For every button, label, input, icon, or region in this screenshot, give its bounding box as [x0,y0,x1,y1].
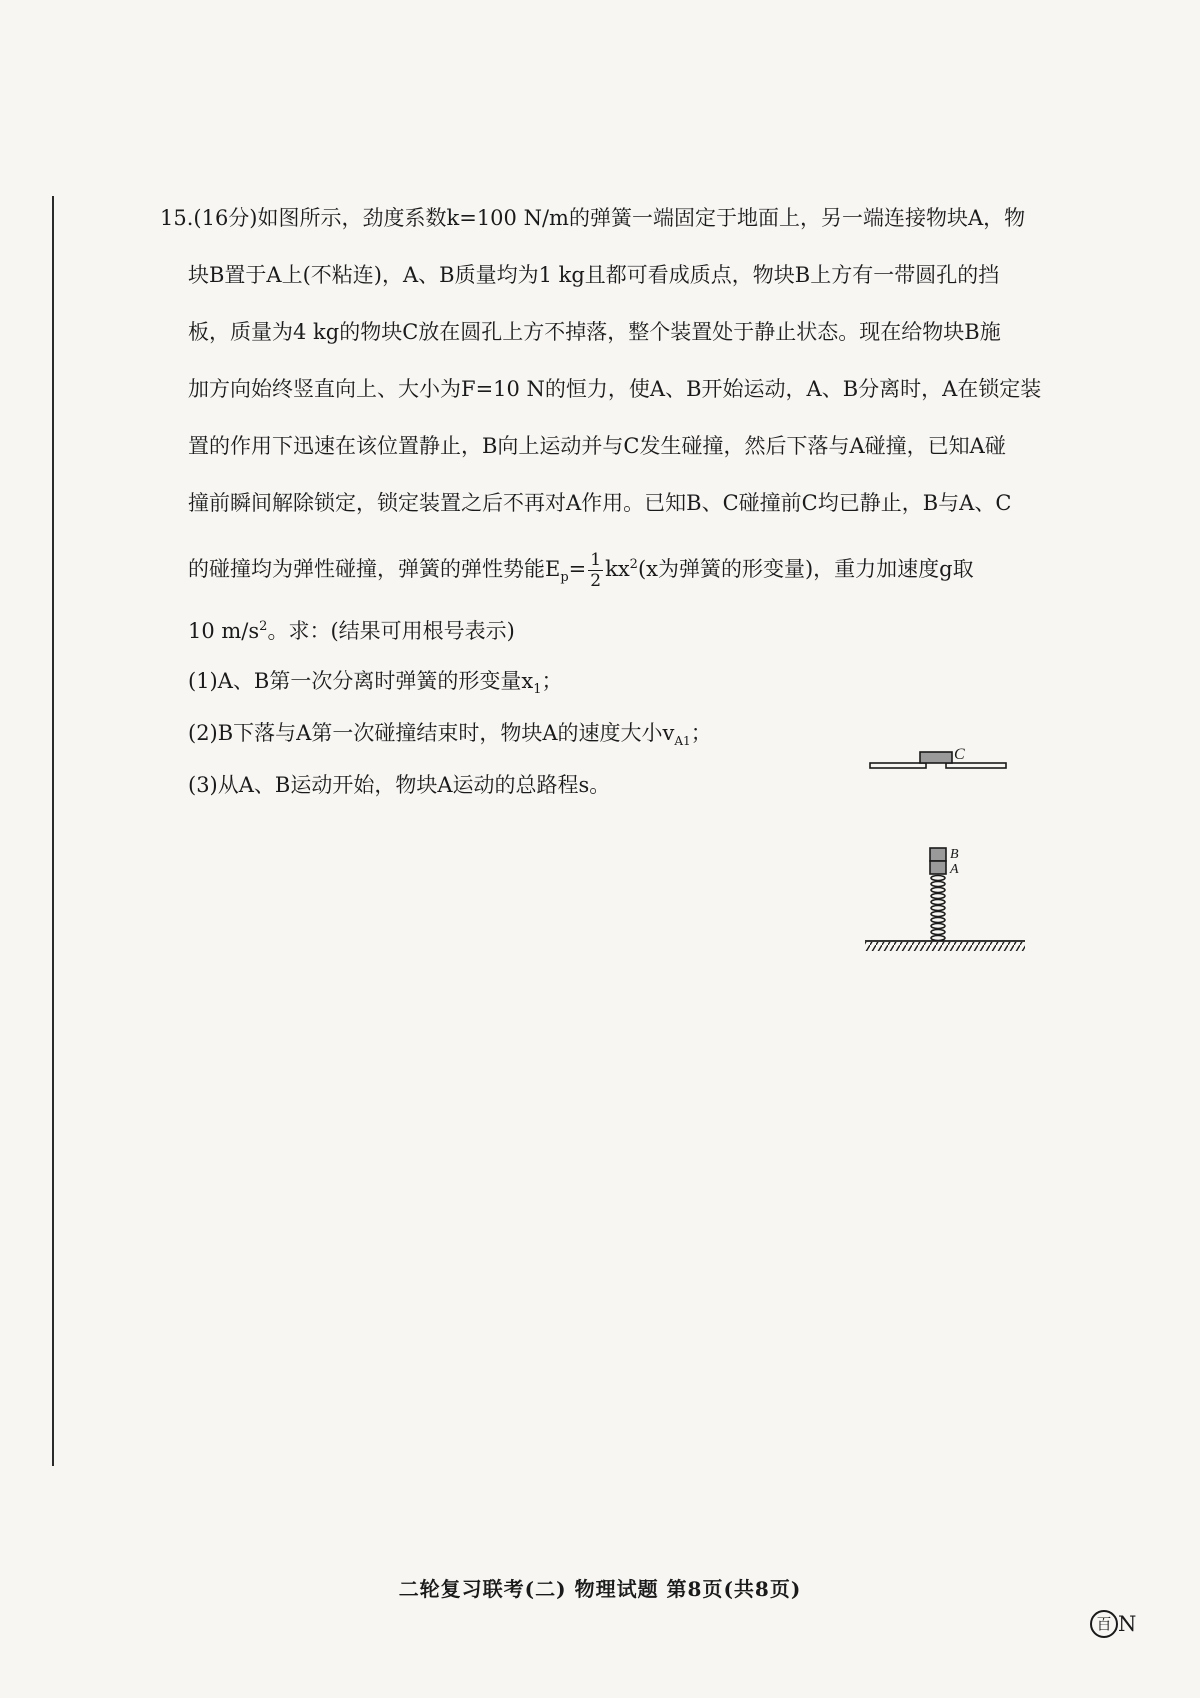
block-c [920,752,952,763]
spring-block-figure [840,745,1080,970]
require-text: 。求：(结果可用根号表示) [267,619,515,643]
label-b: B [950,847,959,862]
sub-question-1-subscript: 1 [533,682,542,698]
question-line-1: 15.(16分)如图所示，劲度系数k=100 N/m的弹簧一端固定于地面上，另一端连接物块A，物 [160,206,1026,230]
fraction-half [588,550,603,591]
spring [931,876,945,941]
label-c: C [954,746,965,763]
baffle-left [870,763,926,768]
sub-question-2-text: (2)B下落与A第一次碰撞结束时，物块A的速度大小v [188,721,675,745]
sub-question-2-subscript: A1 [674,734,691,749]
fraction-denominator: 2 [590,571,602,591]
circled-char-icon: 百 [1090,1610,1118,1638]
ground-hatch [865,942,1025,951]
page-footer: 二轮复习联考(二) 物理试题 第8页(共8页) [398,1577,802,1601]
question-line-7 [160,532,1040,598]
baffle-right [946,763,1006,768]
sub-question-1 [160,655,1040,707]
question-line-3: 板，质量为4 kg的物块C放在圆孔上方不掉落，整个装置处于静止状态。现在给物块B施 [188,320,1001,344]
sub-question-1-end: ； [541,669,563,693]
sub-question-3: (3)从A、B运动开始，物块A运动的总路程s。 [188,773,611,797]
question-line-2: 块B置于A上(不粘连)，A、B质量均为1 kg且都可看成质点，物块B上方有一带圆孔的挡 [188,263,1000,287]
label-a: A [950,862,959,877]
fraction-numerator: 1 [590,550,602,570]
question-line-6: 撞前瞬间解除锁定，锁定装置之后不再对A作用。已知B、C碰撞前C均已静止，B与A、C [188,491,1012,515]
sub-question-1-text: (1)A、B第一次分离时弹簧的形变量x [188,669,534,693]
question-line-5: 置的作用下迅速在该位置静止，B向上运动并与C发生碰撞，然后下落与A碰撞，已知A碰 [188,434,1006,458]
question-15 [160,190,1040,811]
energy-subscript: p [560,570,569,586]
corner-letter: N [1118,1612,1137,1636]
gravity-superscript: 2 [259,619,268,634]
block-b [930,848,946,861]
energy-text: 的碰撞均为弹性碰撞，弹簧的弹性势能E [188,557,561,581]
binding-margin-line [52,196,54,1466]
gravity-value: 10 m/s [188,619,260,643]
question-line-8 [160,598,1040,655]
kx-superscript: 2 [629,557,638,572]
question-line-4: 加方向始终竖直向上、大小为F=10 N的恒力，使A、B开始运动，A、B分离时，A在锁定装 [188,377,1042,401]
corner-mark [1090,1610,1136,1638]
block-a [930,861,946,874]
energy-note-text: (x为弹簧的形变量)，重力加速度g取 [637,557,974,581]
equals-sign: = [568,557,587,581]
sub-question-2-end: ； [690,721,712,745]
kx-text: kx [605,557,630,581]
